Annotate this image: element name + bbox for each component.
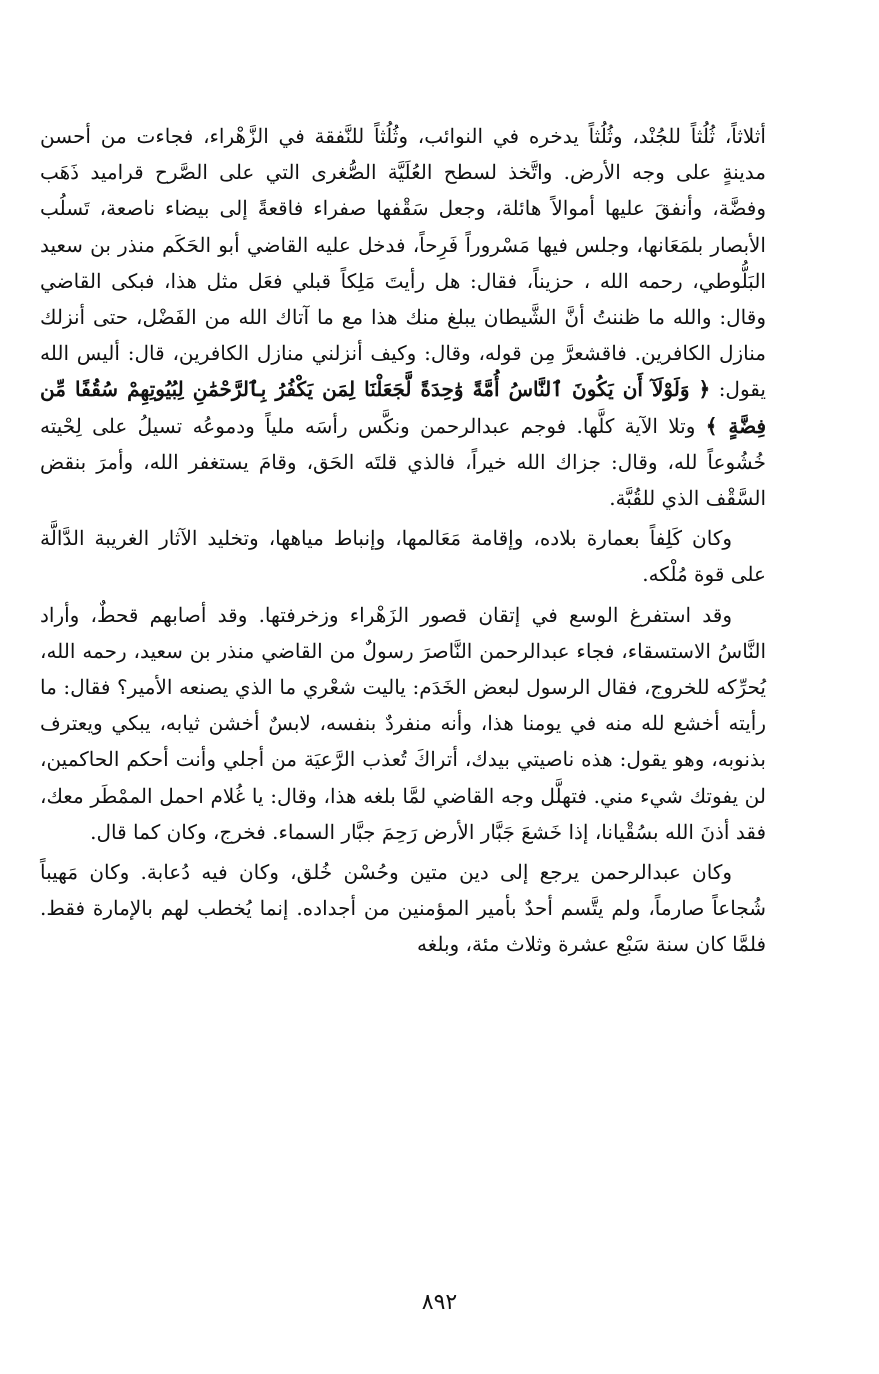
page-number: ٨٩٢ — [421, 1290, 458, 1315]
paragraph-text: وكان كَلِفاً بعمارة بلاده، وإقامة مَعَالمها، وإنباط مياهها، وتخليد الآثار الغريبة الدَّالَّة على قوة مُلْكه. — [40, 526, 766, 587]
body-text — [40, 118, 766, 967]
paragraph — [40, 520, 766, 592]
paragraph-text: وكان عبدالرحمن يرجع إلى دين متين وحُسْن خُلق، وكان فيه دُعابة. وكان مَهيباً شُجاعاً صارماً، ولم يتَّسم أحدٌ بأمير المؤمنين من أجداده. إنما يُخطب لهم بالإمارة فقط. فلمَّا كان سنة سَبْع عشرة وثلاث مئة، وبلغه — [40, 860, 766, 957]
paragraph-text: وقد استفرغ الوسع في إتقان قصور الزَهْراء وزخرفتها. وقد أصابهم قحطٌ، وأراد النَّاسُ الاستسقاء، فجاء عبدالرحمن النَّاصرَ رسولٌ من القاضي منذر بن سعيد، رحمه الله، يُحرِّكه للخروج، فقال الرسول لبعض الخَدَم: ياليت شعْري ما الذي يصنعه الأمير؟ فقال: ما رأيته أخشع لله منه في يومنا هذا، وأنه منفردٌ بنفسه، لابسٌ أخشن ثيابه، يبكي ويعترف بذنوبه، وهو يقول: هذه ناصيتي بيدك، أتراكَ تُعذب الرَّعيَة من أجلي وأنت أحكم الحاكمين، لن يفوتك شيء مني. فتهلَّل وجه القاضي لمَّا بلغه هذا، وقال: يا غُلام احمل الممْطَر معك، فقد أذنَ الله بسُقْيانا، إذا خَشعَ جَبَّار الأرض رَحِمَ جبَّار السماء. فخرج، وكان كما قال. — [40, 602, 766, 844]
paragraph-text: وتلا الآية كلَّها. فوجم عبدالرحمن ونكَّس رأسَه ملياً ودموعُه تسيلُ على لِحْيته خُشُوعاً لله، وقال: جزاك الله خيراً، فالذي قلتَه الحَق، وقامَ يستغفر الله، وأمرَ بنقض السَّقْف الذي للقُبَّة. — [40, 413, 766, 511]
paragraph — [40, 854, 766, 963]
paragraph — [40, 118, 766, 516]
quran-verse: ﴿ وَلَوْلَآ أَن يَكُونَ ٱلنَّاسُ أُمَّةً وَٰحِدَةً لَّجَعَلْنَا لِمَن يَكْفُرُ بِٱلرَّحْمَٰنِ لِبُيُوتِهِمْ سُقُفًا مِّن فِضَّةٍ ﴾ — [40, 377, 767, 438]
paragraph-text: أثلاثاً، ثُلُثاً للجُنْد، وثُلُثاً يدخره في النوائب، وثُلُثاً للنَّفقة في الزَّهْراء، فجاءت من أحسن مدينةٍ على وجه الأرض. واتَّخذ لسطح العُلَيَّة الصُّغرى التي على الصَّرح قراميد ذَهَب وفضَّة، وأنفقَ عليها أموالاً هائلة، وجعل سَقْفها صفراء فاقعةً إلى بيضاء ناصعة، تَسلُب الأبصار بلمَعَانها، وجلس فيها مَسْروراً فَرِحاً، فدخل عليه القاضي أبو الحَكَم منذر بن سعيد البَلُّوطي، رحمه الله ، حزيناً، فقال: هل رأيتَ مَلِكاً قبلي فعَل مثل هذا، فبكى القاضي وقال: والله ما ظننتُ أنَّ الشَّيطان يبلغ منك هذا مع ما آتاك الله من الفَضْل، حتى أنزلك منازل الكافرين. فاقشعرَّ مِن قوله، وقال: وكيف أنزلني منازل الكافرين، قال: أليس الله يقول: — [40, 124, 766, 402]
paragraph — [40, 597, 766, 850]
